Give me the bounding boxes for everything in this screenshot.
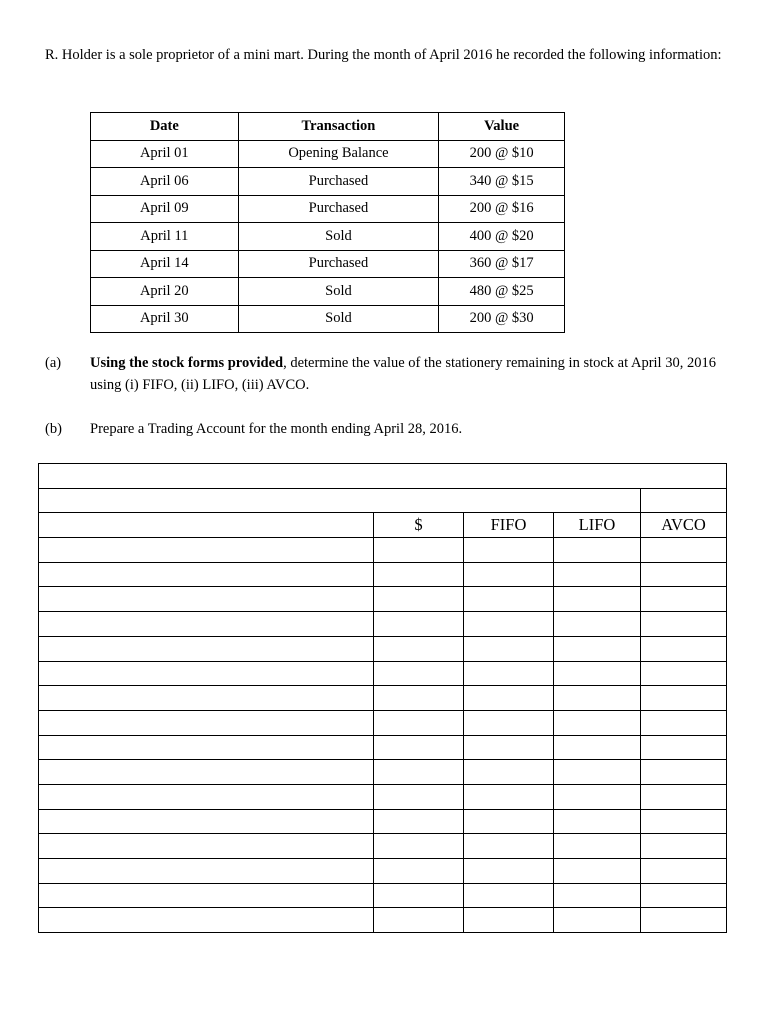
form-cell[interactable] (464, 908, 554, 933)
date-cell: April 09 (91, 195, 239, 223)
form-cell[interactable] (374, 908, 464, 933)
date-cell: April 11 (91, 223, 239, 251)
table-header-row (91, 113, 565, 141)
form-cell[interactable] (554, 760, 641, 785)
table-row (91, 223, 565, 251)
form-cell[interactable] (464, 661, 554, 686)
form-cell[interactable] (39, 661, 374, 686)
form-cell[interactable] (39, 587, 374, 612)
form-cell[interactable] (554, 587, 641, 612)
form-row (39, 587, 727, 612)
table-row (91, 278, 565, 306)
form-cell[interactable] (554, 834, 641, 859)
form-row (39, 562, 727, 587)
question-a-bold: Using the stock forms provided (90, 355, 284, 371)
form-cell[interactable] (39, 538, 374, 563)
form-cell[interactable] (641, 686, 727, 711)
table-row (91, 305, 565, 333)
form-row (39, 760, 727, 785)
form-cell[interactable] (39, 784, 374, 809)
form-cell[interactable] (554, 908, 641, 933)
form-cell[interactable] (554, 859, 641, 884)
form-cell[interactable] (374, 661, 464, 686)
form-cell[interactable] (554, 686, 641, 711)
form-cell[interactable] (374, 859, 464, 884)
form-cell[interactable] (39, 760, 374, 785)
form-cell[interactable] (641, 661, 727, 686)
form-cell[interactable] (554, 809, 641, 834)
form-cell[interactable] (39, 562, 374, 587)
form-cell[interactable] (464, 612, 554, 637)
form-cell[interactable] (641, 908, 727, 933)
form-cell[interactable] (464, 587, 554, 612)
form-cell[interactable] (374, 636, 464, 661)
form-cell[interactable] (374, 760, 464, 785)
form-cell[interactable] (374, 710, 464, 735)
form-body (39, 538, 727, 933)
form-cell[interactable] (374, 562, 464, 587)
form-cell[interactable] (554, 883, 641, 908)
form-cell[interactable] (641, 809, 727, 834)
intro-paragraph: R. Holder is a sole proprietor of a mini mart. During the month of April 2016 he recorded the following information: (45, 47, 722, 63)
form-header-lifo: LIFO (554, 513, 641, 538)
form-cell[interactable] (554, 735, 641, 760)
form-cell[interactable] (554, 710, 641, 735)
question-a (45, 352, 725, 396)
form-cell[interactable] (464, 760, 554, 785)
form-subtitle-cell[interactable] (39, 488, 641, 513)
form-cell[interactable] (641, 538, 727, 563)
form-cell[interactable] (641, 834, 727, 859)
date-cell: April 14 (91, 250, 239, 278)
form-cell[interactable] (374, 612, 464, 637)
transaction-cell: Opening Balance (238, 140, 439, 168)
form-cell[interactable] (464, 710, 554, 735)
form-cell[interactable] (641, 636, 727, 661)
form-title-row (39, 464, 727, 489)
form-cell[interactable] (39, 908, 374, 933)
table-row (91, 140, 565, 168)
form-cell[interactable] (464, 883, 554, 908)
table-row (91, 250, 565, 278)
form-cell[interactable] (374, 538, 464, 563)
form-row (39, 636, 727, 661)
form-cell[interactable] (464, 784, 554, 809)
form-row (39, 784, 727, 809)
form-header-avco: AVCO (641, 513, 727, 538)
date-cell: April 06 (91, 168, 239, 196)
form-cell[interactable] (39, 636, 374, 661)
form-cell[interactable] (39, 710, 374, 735)
trading-account-form (38, 463, 727, 933)
form-row (39, 661, 727, 686)
form-row (39, 859, 727, 884)
date-cell: April 20 (91, 278, 239, 306)
table-row (91, 168, 565, 196)
form-cell[interactable] (374, 587, 464, 612)
form-row (39, 809, 727, 834)
transactions-table (90, 112, 565, 333)
form-cell[interactable] (641, 883, 727, 908)
form-cell[interactable] (374, 686, 464, 711)
form-row (39, 883, 727, 908)
form-cell[interactable] (554, 612, 641, 637)
header-date: Date (91, 113, 239, 141)
form-cell[interactable] (374, 809, 464, 834)
form-cell[interactable] (464, 735, 554, 760)
value-cell: 400 @ $20 (439, 223, 565, 251)
form-cell[interactable] (464, 859, 554, 884)
form-cell[interactable] (641, 710, 727, 735)
form-header-dollar: $ (374, 513, 464, 538)
form-cell[interactable] (464, 686, 554, 711)
form-cell[interactable] (554, 538, 641, 563)
transaction-cell: Sold (238, 278, 439, 306)
form-cell[interactable] (39, 686, 374, 711)
form-cell[interactable] (39, 859, 374, 884)
question-b-text: Prepare a Trading Account for the month ending April 28, 2016. (90, 421, 463, 437)
form-header-row (39, 513, 727, 538)
form-cell[interactable] (554, 562, 641, 587)
form-subtitle-row (39, 488, 727, 513)
form-cell[interactable] (39, 735, 374, 760)
value-cell: 360 @ $17 (439, 250, 565, 278)
form-cell[interactable] (464, 538, 554, 563)
form-cell[interactable] (641, 784, 727, 809)
form-row (39, 908, 727, 933)
question-a-rest: , determine the value of the stationery remaining in stock at April 30, 2016 using (i) FIFO, (ii) LIFO, (iii) AVCO. (90, 355, 716, 393)
form-header-fifo: FIFO (464, 513, 554, 538)
question-a-label: (a) (45, 355, 62, 371)
value-cell: 200 @ $30 (439, 305, 565, 333)
form-cell[interactable] (554, 636, 641, 661)
value-cell: 200 @ $10 (439, 140, 565, 168)
form-cell[interactable] (39, 612, 374, 637)
transaction-cell: Sold (238, 305, 439, 333)
form-cell[interactable] (39, 883, 374, 908)
form-row (39, 735, 727, 760)
form-cell[interactable] (554, 784, 641, 809)
transaction-cell: Purchased (238, 250, 439, 278)
form-title-cell[interactable] (39, 464, 727, 489)
form-row (39, 612, 727, 637)
question-a-text (90, 352, 725, 396)
form-cell[interactable] (641, 562, 727, 587)
form-row (39, 710, 727, 735)
date-cell: April 01 (91, 140, 239, 168)
form-cell[interactable] (464, 809, 554, 834)
form-cell[interactable] (554, 661, 641, 686)
form-row (39, 686, 727, 711)
header-transaction: Transaction (238, 113, 439, 141)
form-cell[interactable] (641, 859, 727, 884)
transaction-cell: Sold (238, 223, 439, 251)
transaction-cell: Purchased (238, 168, 439, 196)
form-row (39, 538, 727, 563)
form-cell[interactable] (641, 587, 727, 612)
form-cell[interactable] (374, 784, 464, 809)
transaction-cell: Purchased (238, 195, 439, 223)
form-header-description (39, 513, 374, 538)
form-cell[interactable] (641, 488, 727, 513)
date-cell: April 30 (91, 305, 239, 333)
question-b (45, 418, 725, 440)
form-cell[interactable] (464, 562, 554, 587)
form-cell[interactable] (641, 735, 727, 760)
value-cell: 480 @ $25 (439, 278, 565, 306)
form-cell[interactable] (39, 809, 374, 834)
form-cell[interactable] (374, 735, 464, 760)
form-cell[interactable] (641, 760, 727, 785)
form-cell[interactable] (374, 834, 464, 859)
table-row (91, 195, 565, 223)
form-cell[interactable] (39, 834, 374, 859)
form-row (39, 834, 727, 859)
value-cell: 200 @ $16 (439, 195, 565, 223)
form-cell[interactable] (641, 612, 727, 637)
value-cell: 340 @ $15 (439, 168, 565, 196)
header-value: Value (439, 113, 565, 141)
form-cell[interactable] (464, 636, 554, 661)
question-b-label: (b) (45, 421, 62, 437)
form-cell[interactable] (374, 883, 464, 908)
form-cell[interactable] (464, 834, 554, 859)
